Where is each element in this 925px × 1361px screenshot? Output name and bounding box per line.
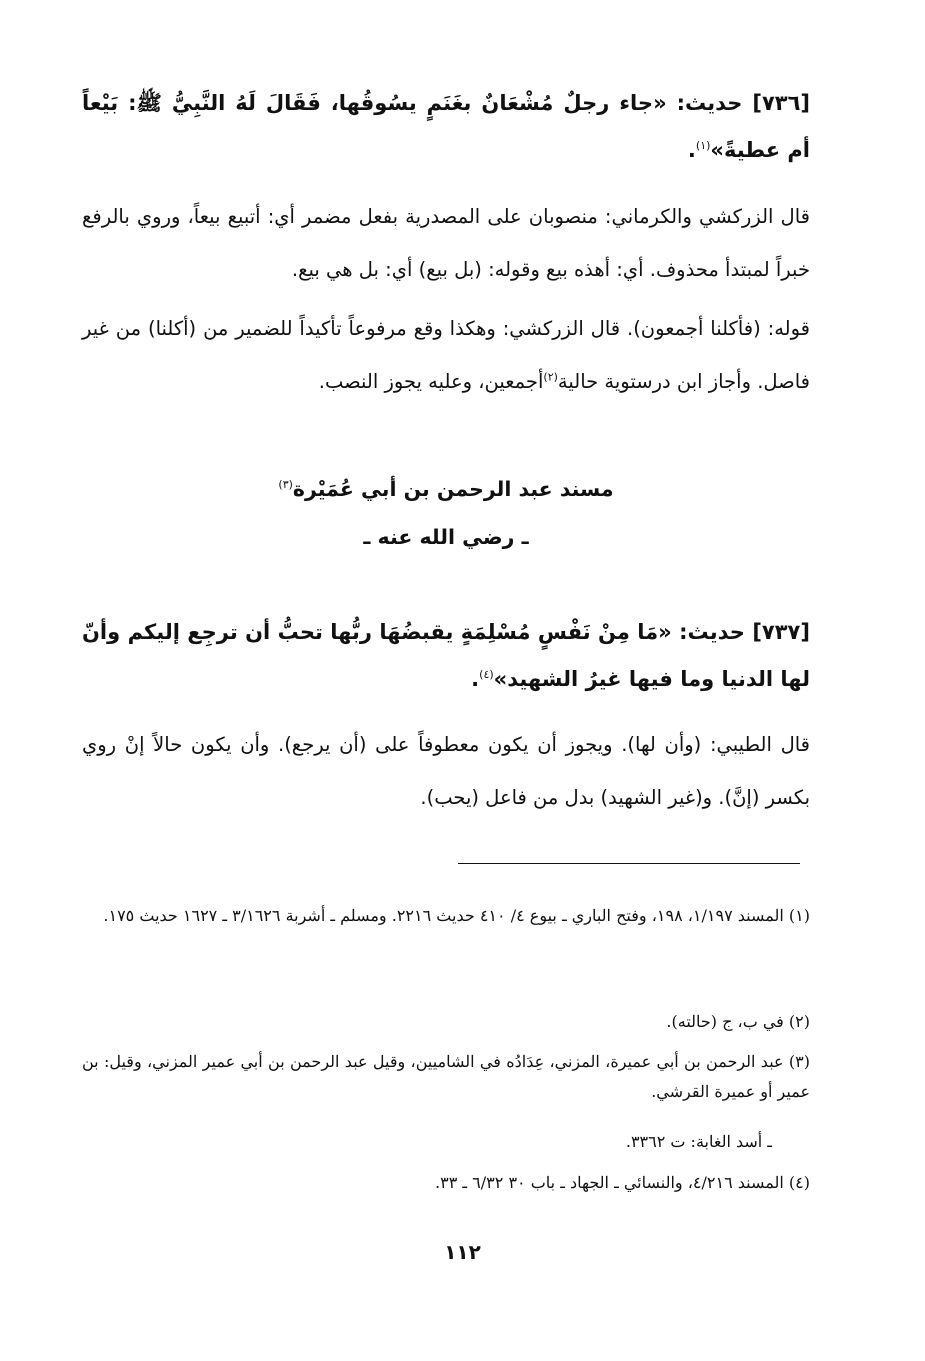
page-number: ١١٢: [444, 1240, 481, 1264]
hadith-736: [82, 80, 810, 174]
footnote-ref: (٢): [543, 370, 558, 384]
hadith-text: «جاء رجلٌ مُشْعَانٌ بغَنَمٍ يسُوقُها، فَقَالَ لَهُ النَّبِيُّ ﷺ: بَيْعاً أم عطيةً»: [82, 91, 810, 162]
footnote-separator: [458, 863, 800, 864]
section-title: [82, 474, 810, 504]
hadith-number: [٧٣٧]: [752, 620, 810, 644]
commentary-text: أجمعين، وعليه يجوز النصب.: [318, 370, 544, 393]
footnote-ref: (٤): [479, 668, 494, 681]
footnote-1: (١) المسند ١/١٩٧، ١٩٨، وفتح الباري ـ بيوع ٤/ ٤١٠ حديث ٢٢١٦. ومسلم ـ أشربة ٣/١٦٢٦ ـ ١٦٢٧ حديث ١٧٥.: [103, 906, 810, 925]
section-subtitle: ـ رضي الله عنه ـ: [363, 525, 529, 549]
footnote-2: (٢) في ب، ج (حالته).: [666, 1012, 810, 1031]
hadith-end: .: [471, 667, 480, 691]
hadith-label: حديث:: [676, 91, 743, 115]
commentary-tibi: قال الطيبي: (وأن لها). ويجوز أن يكون معطوفاً على (أن يرجع). وأن يكون حالاً إنْ روي بكسر (إنَّ). و(غير الشهيد) بدل من فاعل (يحب).: [82, 733, 810, 809]
footnote-3-source: ـ أسد الغابة: ت ٣٣٦٢.: [625, 1132, 772, 1151]
hadith-label: حديث:: [679, 620, 745, 644]
section-title-text: مسند عبد الرحمن بن أبي عُمَيْرة: [292, 477, 614, 501]
footnote-ref: (١): [695, 139, 711, 152]
hadith-text: «مَا مِنْ نَفْسٍ مُسْلِمَةٍ يقبضُهَا ربُّها تحبُّ أن ترجِع إليكم وأنّ لها الدنيا وما فيها غيرُ الشهيد»: [82, 620, 810, 691]
footnote-ref: (٣): [278, 478, 293, 492]
footnote-3: (٣) عبد الرحمن بن أبي عميرة، المزني، عِدَادُه في الشاميين، وقيل عبد الرحمن بن أبي عمير المزني، وقيل: بن عمير أو عميرة القرشي.: [82, 1052, 810, 1101]
commentary-zarkashi-kirmani: قال الزركشي والكرماني: منصوبان على المصدرية بفعل مضمر أي: أتبيع بيعاً، وروي بالرفع خبراً لمبتدأ محذوف. أي: أهذه بيع وقوله: (بل بيع) أي: بل هي بيع.: [82, 205, 810, 281]
hadith-end: .: [687, 138, 696, 162]
footnote-4: (٤) المسند ٤/٢١٦، والنسائي ـ الجهاد ـ باب ٣٠ ٦/٣٢ ـ ٣٣.: [435, 1173, 810, 1192]
hadith-737: [82, 609, 810, 703]
commentary-akalna: [82, 302, 810, 408]
commentary-text: قوله: (فأكلنا أجمعون). قال الزركشي: وهكذا وقع مرفوعاً تأكيداً للضمير من (أكلنا) من غير فاصل. وأجاز ابن درستوية حالية: [82, 317, 810, 393]
hadith-number: [٧٣٦]: [752, 91, 811, 115]
